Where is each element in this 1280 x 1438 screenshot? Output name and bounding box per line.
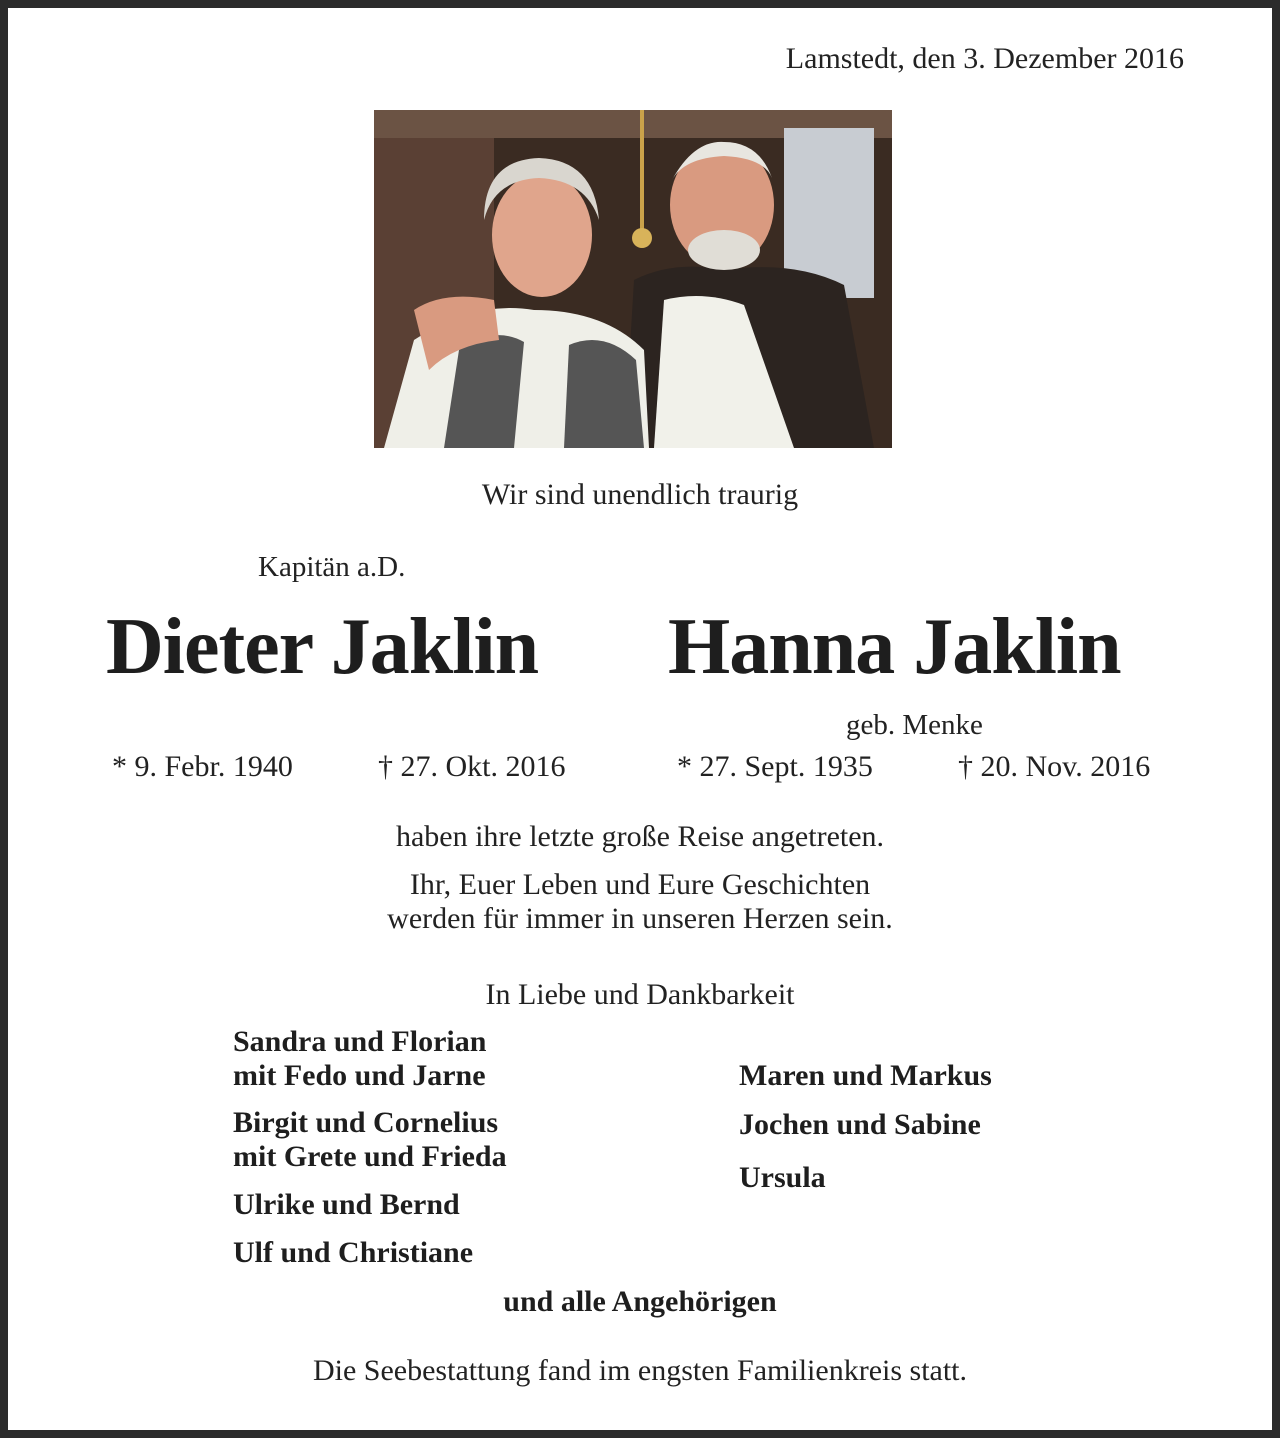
person1-death: † 27. Okt. 2016 [378,750,566,783]
family-entry: Ursula [739,1161,826,1194]
family-line: mit Grete und Frieda [233,1140,507,1173]
person2-maiden-name: geb. Menke [846,709,983,741]
family-entry: Maren und Markus [739,1059,992,1092]
memory-line-1: Ihr, Euer Leben und Eure Geschichten [409,868,871,901]
intro-line: Wir sind unendlich traurig [481,478,799,511]
person2-birth: * 27. Sept. 1935 [677,750,873,783]
person1-birth: * 9. Febr. 1940 [112,750,293,783]
place-date: Lamstedt, den 3. Dezember 2016 [785,42,1184,75]
closing-line: und alle Angehörigen [503,1285,777,1318]
person1-name: Dieter Jaklin [106,603,539,691]
family-entry [233,1025,486,1093]
family-entry [233,1106,507,1174]
memory-text [0,868,1280,936]
family-line: Ulrike und Bernd [233,1188,460,1221]
family-line: Birgit und Cornelius [233,1106,499,1139]
couple-photo [374,110,892,448]
footer-note: Die Seebestattung fand im engsten Familienkreis statt. [312,1354,968,1387]
person1-title: Kapitän a.D. [258,551,406,583]
family-entry [233,1236,473,1270]
love-line: In Liebe und Dankbarkeit [485,978,795,1011]
person2-name: Hanna Jaklin [668,603,1121,691]
family-line: Ulf und Christiane [233,1236,474,1269]
memory-line-2: werden für immer in unseren Herzen sein. [387,902,893,935]
person2-death: † 20. Nov. 2016 [958,750,1151,783]
family-line: Sandra und Florian [233,1025,487,1058]
family-entry: Jochen und Sabine [739,1108,981,1141]
family-entry [233,1188,460,1222]
journey-text: haben ihre letzte große Reise angetreten. [395,820,885,853]
family-line: mit Fedo und Jarne [233,1059,486,1092]
